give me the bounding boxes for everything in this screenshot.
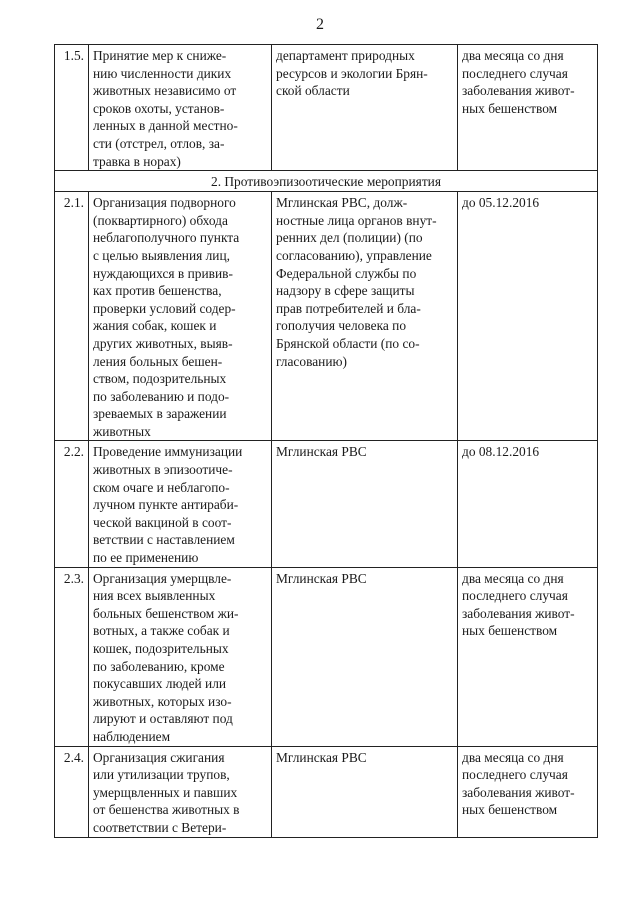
text-line: Организация сжигания <box>93 749 225 765</box>
table-row <box>55 45 598 171</box>
text-line: Мглинская РВС <box>276 444 367 460</box>
measure-cell <box>89 567 272 746</box>
text-line: ством, подозрительных <box>93 371 227 387</box>
text-line: неблагополучного пункта <box>93 230 240 246</box>
section-title: 2. Противоэпизоотические мероприятия <box>55 171 598 192</box>
text-line: животных, которых изо- <box>93 693 232 709</box>
text-line: прав потребителей и бла- <box>276 300 421 316</box>
measure-cell <box>89 441 272 567</box>
text-line: Мглинская РВС, долж- <box>276 195 408 211</box>
text-line: с целью выявления лиц, <box>93 247 230 263</box>
responsible-cell <box>272 192 458 441</box>
responsible-cell <box>272 45 458 171</box>
text-line: травка в норах) <box>93 153 181 169</box>
table-row <box>55 567 598 746</box>
text-line: соответствии с Ветери- <box>93 819 227 835</box>
deadline-cell <box>458 567 598 746</box>
responsible-cell <box>272 567 458 746</box>
text-line: ресурсов и экологии Брян- <box>276 65 428 81</box>
text-line: Принятие мер к сниже- <box>93 48 227 63</box>
text-line: Организация подворного <box>93 195 236 211</box>
text-line: заболевания живот- <box>462 784 575 800</box>
text-line: ния всех выявленных <box>93 588 216 604</box>
text-line: ках против бешенства, <box>93 283 222 299</box>
measure-cell <box>89 45 272 171</box>
text-line: сти (отстрел, отлов, за- <box>93 135 225 151</box>
text-line: Мглинская РВС <box>276 749 367 765</box>
text-line: Организация умерщвле- <box>93 570 232 586</box>
deadline-cell <box>458 192 598 441</box>
table-row <box>55 441 598 567</box>
row-number: 2.4. <box>55 746 89 837</box>
text-line: заболевания живот- <box>462 605 575 621</box>
table-row <box>55 192 598 441</box>
text-line: ленных в данной местно- <box>93 118 238 134</box>
text-line: последнего случая <box>462 65 568 81</box>
text-line: согласованию), управление <box>276 247 432 263</box>
text-line: ветствии с наставлением <box>93 532 235 548</box>
text-line: нию численности диких <box>93 65 232 81</box>
measure-cell <box>89 746 272 837</box>
text-line: до 08.12.2016 <box>462 444 540 460</box>
text-line: последнего случая <box>462 767 568 783</box>
text-line: два месяца со дня <box>462 570 564 586</box>
text-line: покусавших людей или <box>93 676 227 692</box>
text-line: животных в эпизоотиче- <box>93 462 233 478</box>
text-line: нуждающихся в привив- <box>93 265 233 281</box>
text-line: кошек, подозрительных <box>93 641 229 656</box>
text-line: больных бешенством жи- <box>93 605 239 621</box>
text-line: зреваемых в заражении <box>93 406 227 422</box>
text-line: умерщвленных и павших <box>93 784 238 800</box>
measure-cell <box>89 192 272 441</box>
text-line: надзору в сфере защиты <box>276 283 415 299</box>
text-line: животных независимо от <box>93 83 237 99</box>
responsible-cell <box>272 441 458 567</box>
deadline-cell <box>458 441 598 567</box>
text-line: ных бешенством <box>462 623 558 639</box>
row-number: 2.3. <box>55 567 89 746</box>
text-line: Мглинская РВС <box>276 570 367 586</box>
text-line: жания собак, кошек и <box>93 318 217 334</box>
measures-table <box>54 44 598 838</box>
text-line: два месяца со дня <box>462 48 564 63</box>
text-line: ностные лица органов внут- <box>276 212 437 228</box>
row-number: 1.5. <box>55 45 89 171</box>
page-number: 2 <box>316 16 324 33</box>
text-line: лируют и оставляют под <box>93 711 233 727</box>
text-line: ных бешенством <box>462 100 558 116</box>
text-line: по заболеванию и подо- <box>93 388 230 404</box>
text-line: гополучия человека по <box>276 318 407 334</box>
text-line: вотных, а также собак и <box>93 623 230 639</box>
row-number: 2.1. <box>55 192 89 441</box>
table-row <box>55 746 598 837</box>
text-line: ренних дел (полиции) (по <box>276 230 423 246</box>
text-line: (поквартирного) обхода <box>93 212 228 228</box>
text-line: других животных, выяв- <box>93 335 233 351</box>
deadline-cell <box>458 45 598 171</box>
row-number: 2.2. <box>55 441 89 567</box>
text-line: ческой вакциной в соот- <box>93 514 232 530</box>
deadline-cell <box>458 746 598 837</box>
text-line: или утилизации трупов, <box>93 767 230 783</box>
text-line: заболевания живот- <box>462 83 575 99</box>
text-line: Федеральной службы по <box>276 265 417 281</box>
text-line: департамент природных <box>276 48 415 63</box>
responsible-cell <box>272 746 458 837</box>
text-line: ления больных бешен- <box>93 353 223 369</box>
text-line: ской области <box>276 83 350 99</box>
text-line: лучном пункте антираби- <box>93 497 239 513</box>
text-line: последнего случая <box>462 588 568 604</box>
section-header-row <box>55 171 598 192</box>
text-line: по ее применению <box>93 550 199 566</box>
text-line: до 05.12.2016 <box>462 195 540 211</box>
text-line: проверки условий содер- <box>93 300 236 316</box>
text-line: два месяца со дня <box>462 749 564 765</box>
text-line: Проведение иммунизации <box>93 444 243 460</box>
text-line: животных <box>93 423 151 439</box>
text-line: Брянской области (по со- <box>276 335 420 351</box>
text-line: по заболеванию, кроме <box>93 658 225 674</box>
text-line: ных бешенством <box>462 802 558 818</box>
text-line: гласованию) <box>276 353 347 369</box>
text-line: сроков охоты, установ- <box>93 100 225 116</box>
text-line: наблюдением <box>93 728 171 744</box>
text-line: ском очаге и неблагопо- <box>93 479 230 495</box>
text-line: от бешенства животных в <box>93 802 240 818</box>
